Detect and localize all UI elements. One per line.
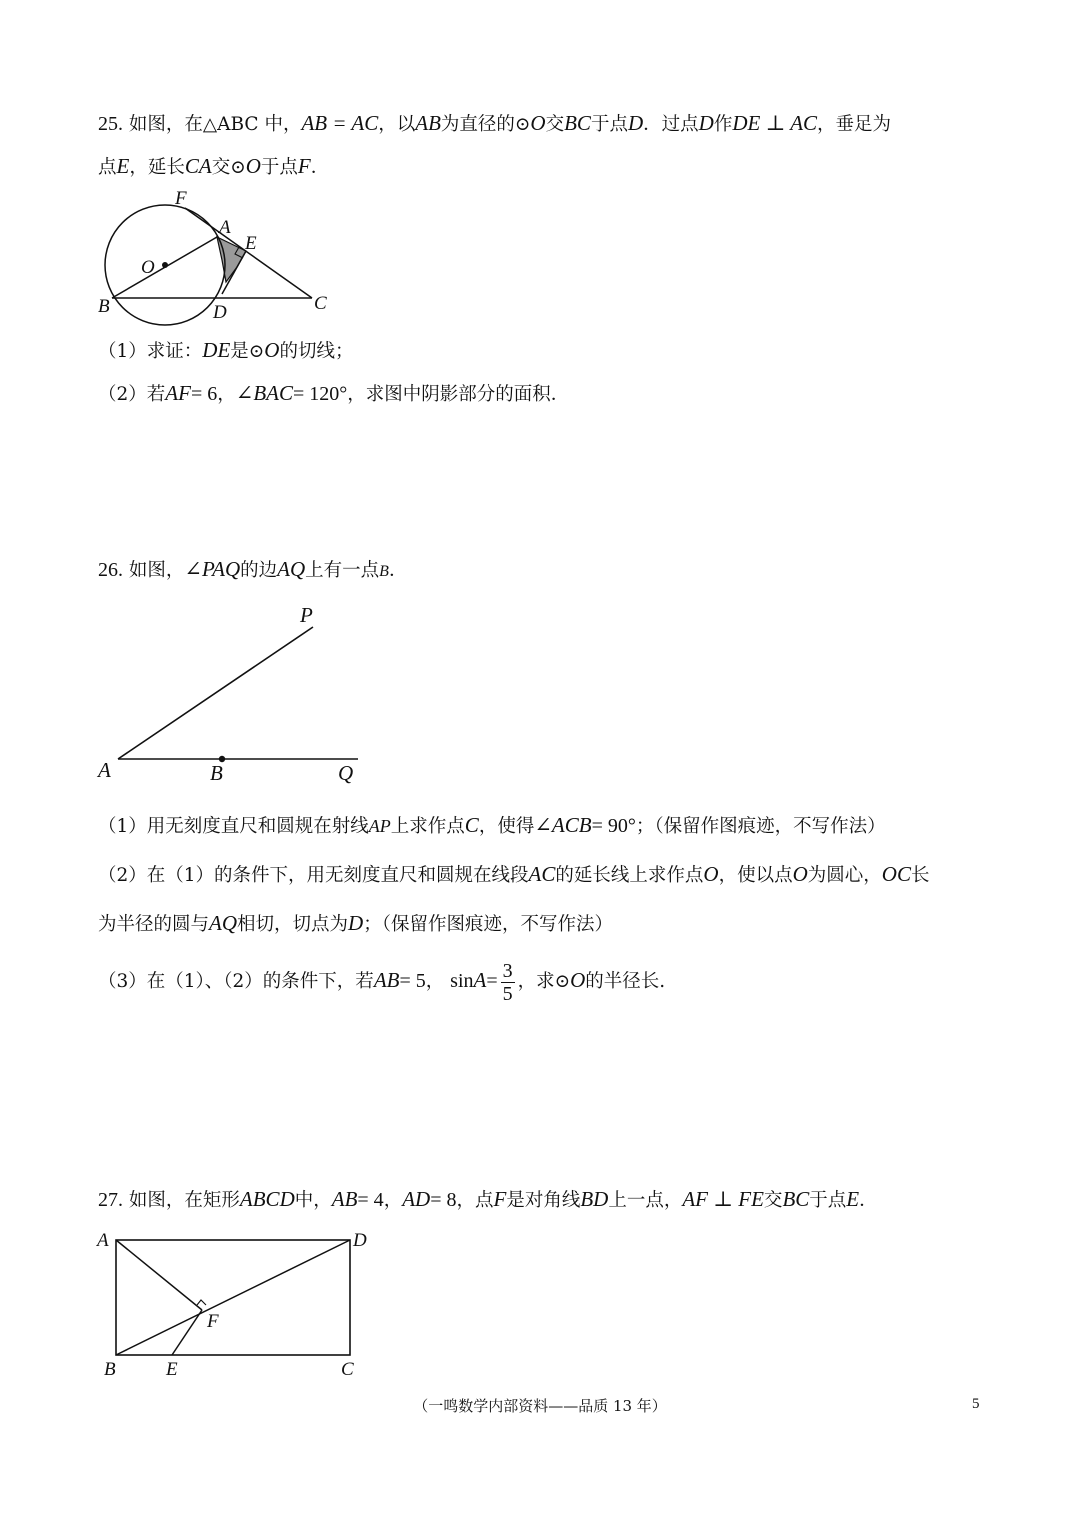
q26-label-p: P (300, 603, 313, 627)
q26-text: 上求作点 (390, 816, 465, 837)
q26-label-b: B (210, 761, 223, 785)
q27-text: ． (859, 1190, 878, 1211)
q27-math: AD (402, 1187, 431, 1211)
q25-text: ． (310, 157, 330, 178)
q27-math: AB (331, 1187, 358, 1211)
q25-math: AB (415, 111, 441, 135)
q26-math: AB (373, 968, 400, 992)
q27-text: 上一点， (608, 1190, 683, 1211)
q26-text: 相切，切点为 (237, 914, 349, 935)
q25-math: D (627, 111, 644, 135)
q27-text: 交 (763, 1190, 783, 1211)
q25-math: AF (165, 381, 191, 405)
q27-label-b: B (104, 1359, 116, 1380)
q26-math: C (464, 813, 479, 837)
q27-segment-af (116, 1240, 202, 1310)
q26-math: O (703, 862, 719, 886)
q25-math: DE ⊥ AC (732, 111, 818, 135)
q26-math: O (792, 862, 808, 886)
q27-math: BD (580, 1187, 609, 1211)
q27-text: 如图，在矩形 (128, 1190, 240, 1211)
q25-math: F (297, 154, 311, 178)
q26-math: = (486, 970, 498, 992)
page-number: 5 (972, 1396, 980, 1412)
q26-math: ∠PAQ (184, 557, 241, 581)
q26-text: 的边 (240, 560, 278, 581)
q27-math: = 8 (430, 1189, 457, 1211)
q26-text: 长 (910, 865, 930, 886)
q25-math: O (264, 338, 280, 362)
q26-math: B (379, 563, 389, 580)
q26-text: 的延长线上求作点 (555, 865, 704, 886)
q26-math: AQ (277, 557, 306, 581)
q25-label-e: E (245, 233, 257, 254)
q26-sin: sin (450, 970, 474, 992)
q26-math: AC (528, 862, 556, 886)
q25-label-o: O (141, 257, 155, 278)
q26-text: 为半径的圆与 (98, 914, 210, 935)
q27-label-d: D (353, 1230, 367, 1251)
q25-math: E (116, 154, 130, 178)
q25-math: AB = AC (301, 111, 379, 135)
q26-number: 26. (98, 559, 123, 581)
q25-text: 是⊙ (230, 341, 265, 362)
q26-math: D (348, 911, 364, 935)
q27-text: ，点 (456, 1190, 494, 1211)
q25-text: 于点 (590, 114, 628, 135)
q25-text: ，延长 (129, 157, 185, 178)
q26-math: O (570, 968, 586, 992)
q27-text: ， (383, 1190, 403, 1211)
q26-math: OC (881, 862, 911, 886)
q25-text: （1）求证： (98, 341, 203, 362)
q27-math: ABCD (239, 1187, 295, 1211)
q26-text: （3）在（1）、（2）的条件下，若 (98, 971, 374, 992)
q26-math: AQ (209, 911, 238, 935)
q25-text: ，垂足为 (817, 114, 892, 135)
q27-label-c: C (341, 1359, 354, 1380)
q27-math: E (846, 1187, 860, 1211)
q26-text: 如图， (128, 560, 185, 581)
q26-math: = 5 (399, 970, 426, 992)
q25-math: D (698, 111, 714, 135)
q26-text: 为圆心， (807, 865, 882, 886)
q27-label-e: E (166, 1359, 178, 1380)
q26-text: ；（保留作图痕迹，不写作法） (363, 914, 613, 935)
q27-label-f: F (207, 1311, 219, 1332)
q25-text: 交⊙ (211, 157, 246, 178)
q25-text: 作 (713, 114, 733, 135)
q25-text: 的切线； (279, 341, 354, 362)
q27-math: = 4 (357, 1189, 384, 1211)
q25-text: 交 (545, 114, 565, 135)
q25-math: BC (564, 111, 591, 135)
q25-math: = 120° (293, 383, 348, 405)
q25-label-f: F (175, 188, 187, 209)
q26-label-a: A (98, 758, 111, 782)
q26-text: ， (425, 971, 445, 992)
q26-math: ∠ACB (534, 813, 592, 837)
q25-label-d: D (213, 302, 227, 323)
q26-text: 上有一点 (305, 560, 380, 581)
q26-fraction-numerator: 3 (502, 959, 513, 982)
page-footer: （一鸣数学内部资料——品质 13 年） (413, 1397, 667, 1415)
q25-text: 于点 (260, 157, 298, 178)
q25-text: ， (217, 384, 236, 405)
q25-math: ∠BAC (235, 381, 293, 405)
q25-text: ．过点 (643, 114, 699, 135)
q26-text: ． (388, 560, 408, 581)
q25-label-b: B (98, 296, 110, 317)
q25-number: 25. (98, 113, 123, 135)
q25-label-c: C (314, 293, 327, 314)
q26-math: AP (368, 816, 391, 836)
q25-text: （2）若 (98, 384, 166, 405)
q26-math: = 90° (591, 815, 636, 837)
q27-text: 于点 (809, 1190, 847, 1211)
q26-label-q: Q (338, 761, 354, 785)
q26-fraction-denominator: 5 (502, 982, 513, 1005)
q25-math: O (530, 111, 546, 135)
q27-label-a: A (97, 1230, 109, 1251)
q26-text: ，使以点 (718, 865, 793, 886)
q25-math: O (245, 154, 261, 178)
q27-segment-fe (172, 1310, 202, 1355)
q26-math: A (473, 968, 487, 992)
q25-math: DE (202, 338, 231, 362)
q25-text: 为直径的⊙ (440, 114, 531, 135)
q26-text: （2）在（1）的条件下，用无刻度直尺和圆规在线段 (98, 865, 529, 886)
q27-right-angle-mark (197, 1300, 206, 1305)
q27-math: F (493, 1187, 507, 1211)
q27-number: 27. (98, 1189, 123, 1211)
q27-text: 是对角线 (506, 1190, 581, 1211)
q25-label-a: A (219, 217, 231, 238)
q26-text: ；（保留作图痕迹，不写作法） (635, 816, 886, 837)
q27-math: AF ⊥ FE (682, 1187, 764, 1211)
q27-math: BC (782, 1187, 810, 1211)
q26-text: 的半径长. (585, 971, 666, 992)
q26-text: （1）用无刻度直尺和圆规在射线 (98, 816, 369, 837)
q26-text: ，求⊙ (517, 971, 571, 992)
q25-math: = 6 (190, 383, 218, 405)
q27-text: 中， (294, 1190, 332, 1211)
q25-text: 如图，在△ABC 中， (128, 114, 302, 135)
q27-diagonal-bd (116, 1240, 350, 1355)
q25-text: ，求图中阴影部分的面积． (347, 384, 570, 405)
q25-text: 点 (98, 157, 117, 178)
q25-math: CA (184, 154, 212, 178)
q26-text: ，使得 (478, 816, 535, 837)
q25-text: ，以 (378, 114, 416, 135)
